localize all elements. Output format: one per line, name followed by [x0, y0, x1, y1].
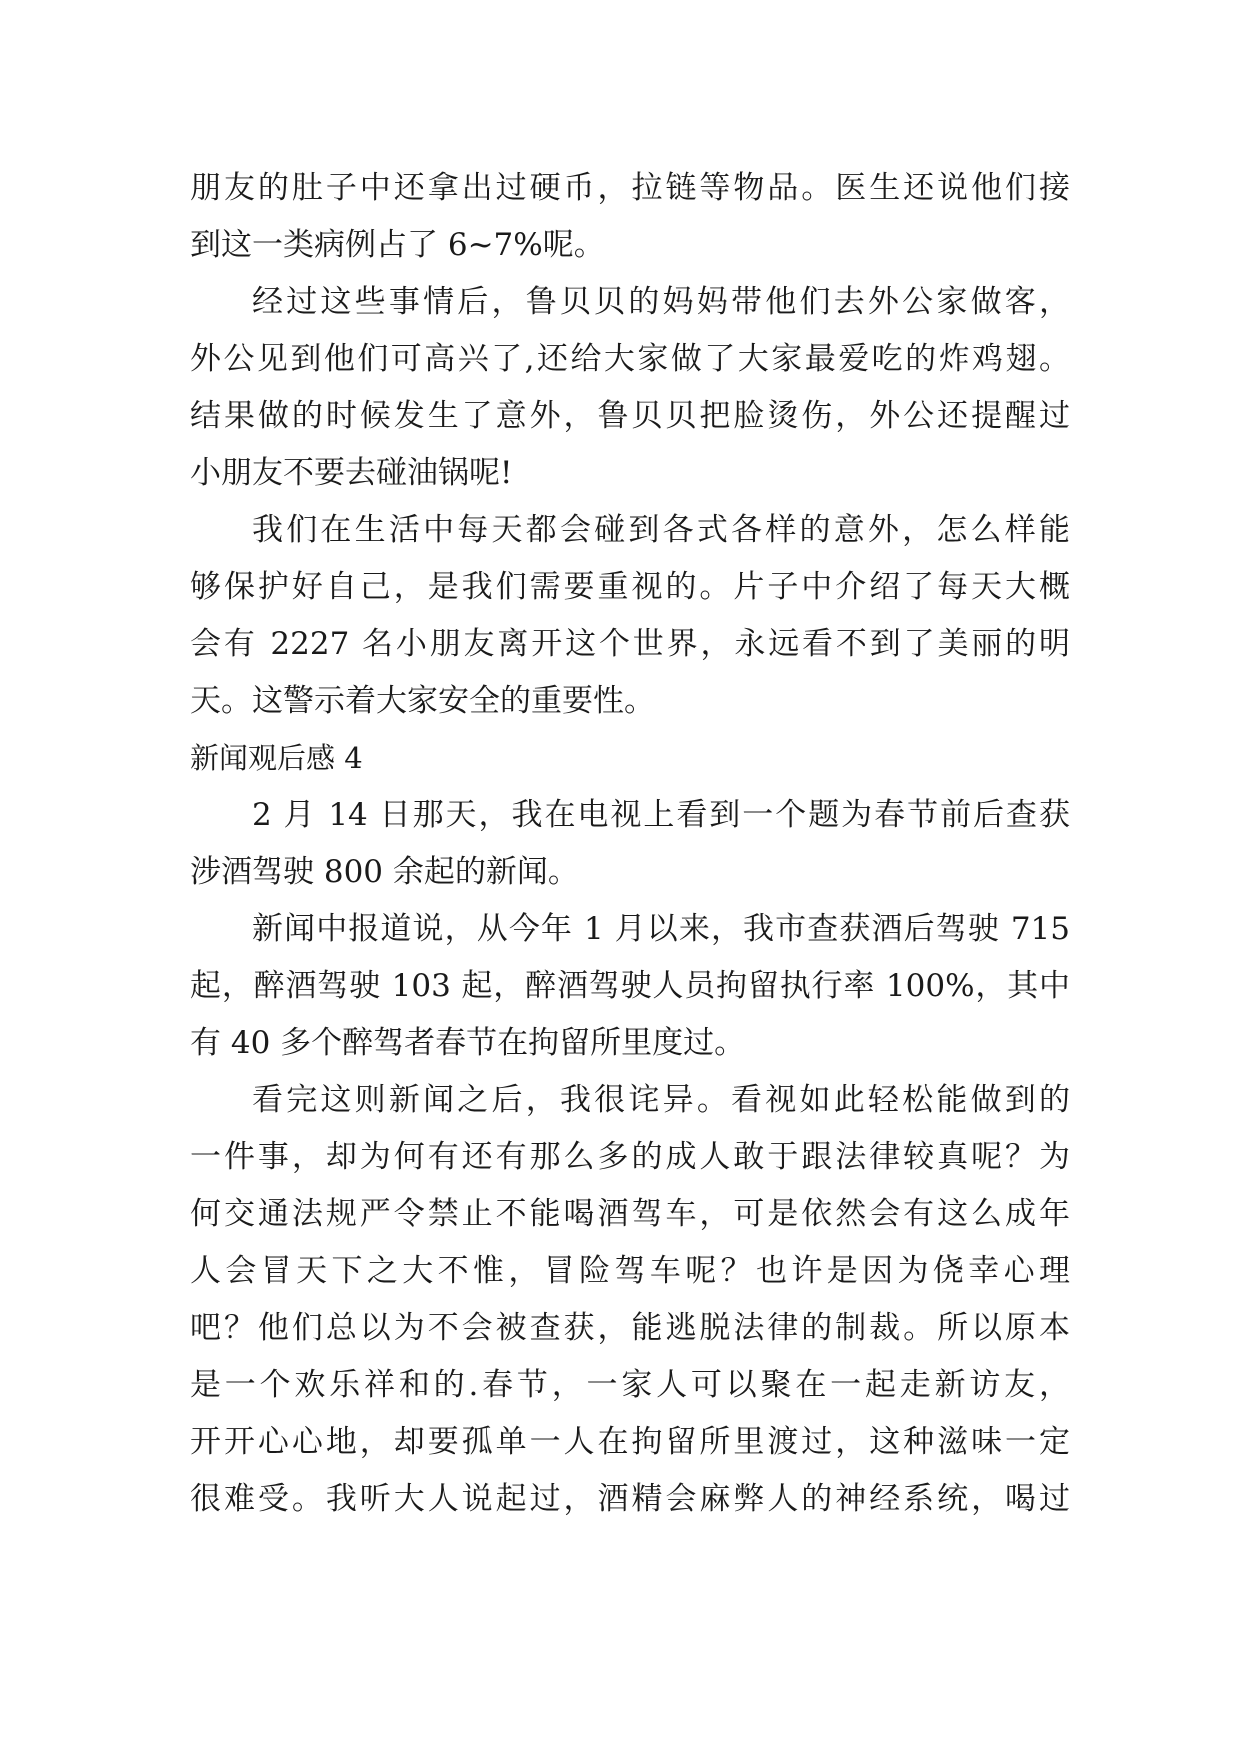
text-line: 何交通法规严令禁止不能喝酒驾车，可是依然会有这么成年: [190, 1196, 1070, 1232]
text-line: 开开心心地，却要孤单一人在拘留所里渡过，这种滋味一定: [190, 1424, 1070, 1460]
document-body: [190, 160, 1070, 1528]
text-line: 是一个欢乐祥和的.春节，一家人可以聚在一起走新访友，: [190, 1367, 1070, 1403]
text-line: 天。这警示着大家安全的重要性。: [190, 683, 655, 719]
text-line: 吧？他们总以为不会被查获，能逃脱法律的制裁。所以原本: [190, 1310, 1070, 1346]
text-line: 小朋友不要去碰油锅呢!: [190, 455, 513, 491]
paragraph: [190, 1072, 1070, 1528]
text-line: 人会冒天下之大不惟，冒险驾车呢？也许是因为侥幸心理: [190, 1253, 1070, 1289]
paragraph: [190, 160, 1070, 274]
text-line: 看完这则新闻之后，我很诧异。看视如此轻松能做到的: [252, 1082, 1070, 1118]
text-line: 有 40 多个醉驾者春节在拘留所里度过。: [190, 1025, 746, 1061]
text-line: 我们在生活中每天都会碰到各式各样的意外，怎么样能: [252, 512, 1070, 548]
text-line: 经过这些事情后，鲁贝贝的妈妈带他们去外公家做客，: [252, 284, 1070, 320]
paragraph: [190, 787, 1070, 901]
text-line: 起，醉酒驾驶 103 起，醉酒驾驶人员拘留执行率 100%，其中: [190, 968, 1070, 1004]
text-line: 2 月 14 日那天，我在电视上看到一个题为春节前后查获: [252, 797, 1070, 833]
text-line: 外公见到他们可高兴了,还给大家做了大家最爱吃的炸鸡翅。: [190, 341, 1070, 377]
text-line: 很难受。我听大人说起过，酒精会麻弊人的神经系统，喝过: [190, 1481, 1070, 1517]
text-line: 涉酒驾驶 800 余起的新闻。: [190, 854, 579, 890]
section-heading: 新闻观后感 4: [190, 741, 363, 775]
paragraph: [190, 901, 1070, 1072]
paragraph: [190, 502, 1070, 730]
text-line: 结果做的时候发生了意外，鲁贝贝把脸烫伤，外公还提醒过: [190, 398, 1070, 434]
text-line: 到这一类病例占了 6~7%呢。: [190, 227, 605, 263]
text-line: 朋友的肚子中还拿出过硬币，拉链等物品。医生还说他们接: [190, 170, 1070, 206]
text-line: 会有 2227 名小朋友离开这个世界，永远看不到了美丽的明: [190, 626, 1070, 662]
text-line: 一件事，却为何有还有那么多的成人敢于跟法律较真呢？为: [190, 1139, 1070, 1175]
paragraph: [190, 274, 1070, 502]
text-line: 够保护好自己，是我们需要重视的。片子中介绍了每天大概: [190, 569, 1070, 605]
text-line: 新闻中报道说，从今年 1 月以来，我市查获酒后驾驶 715: [252, 911, 1070, 947]
